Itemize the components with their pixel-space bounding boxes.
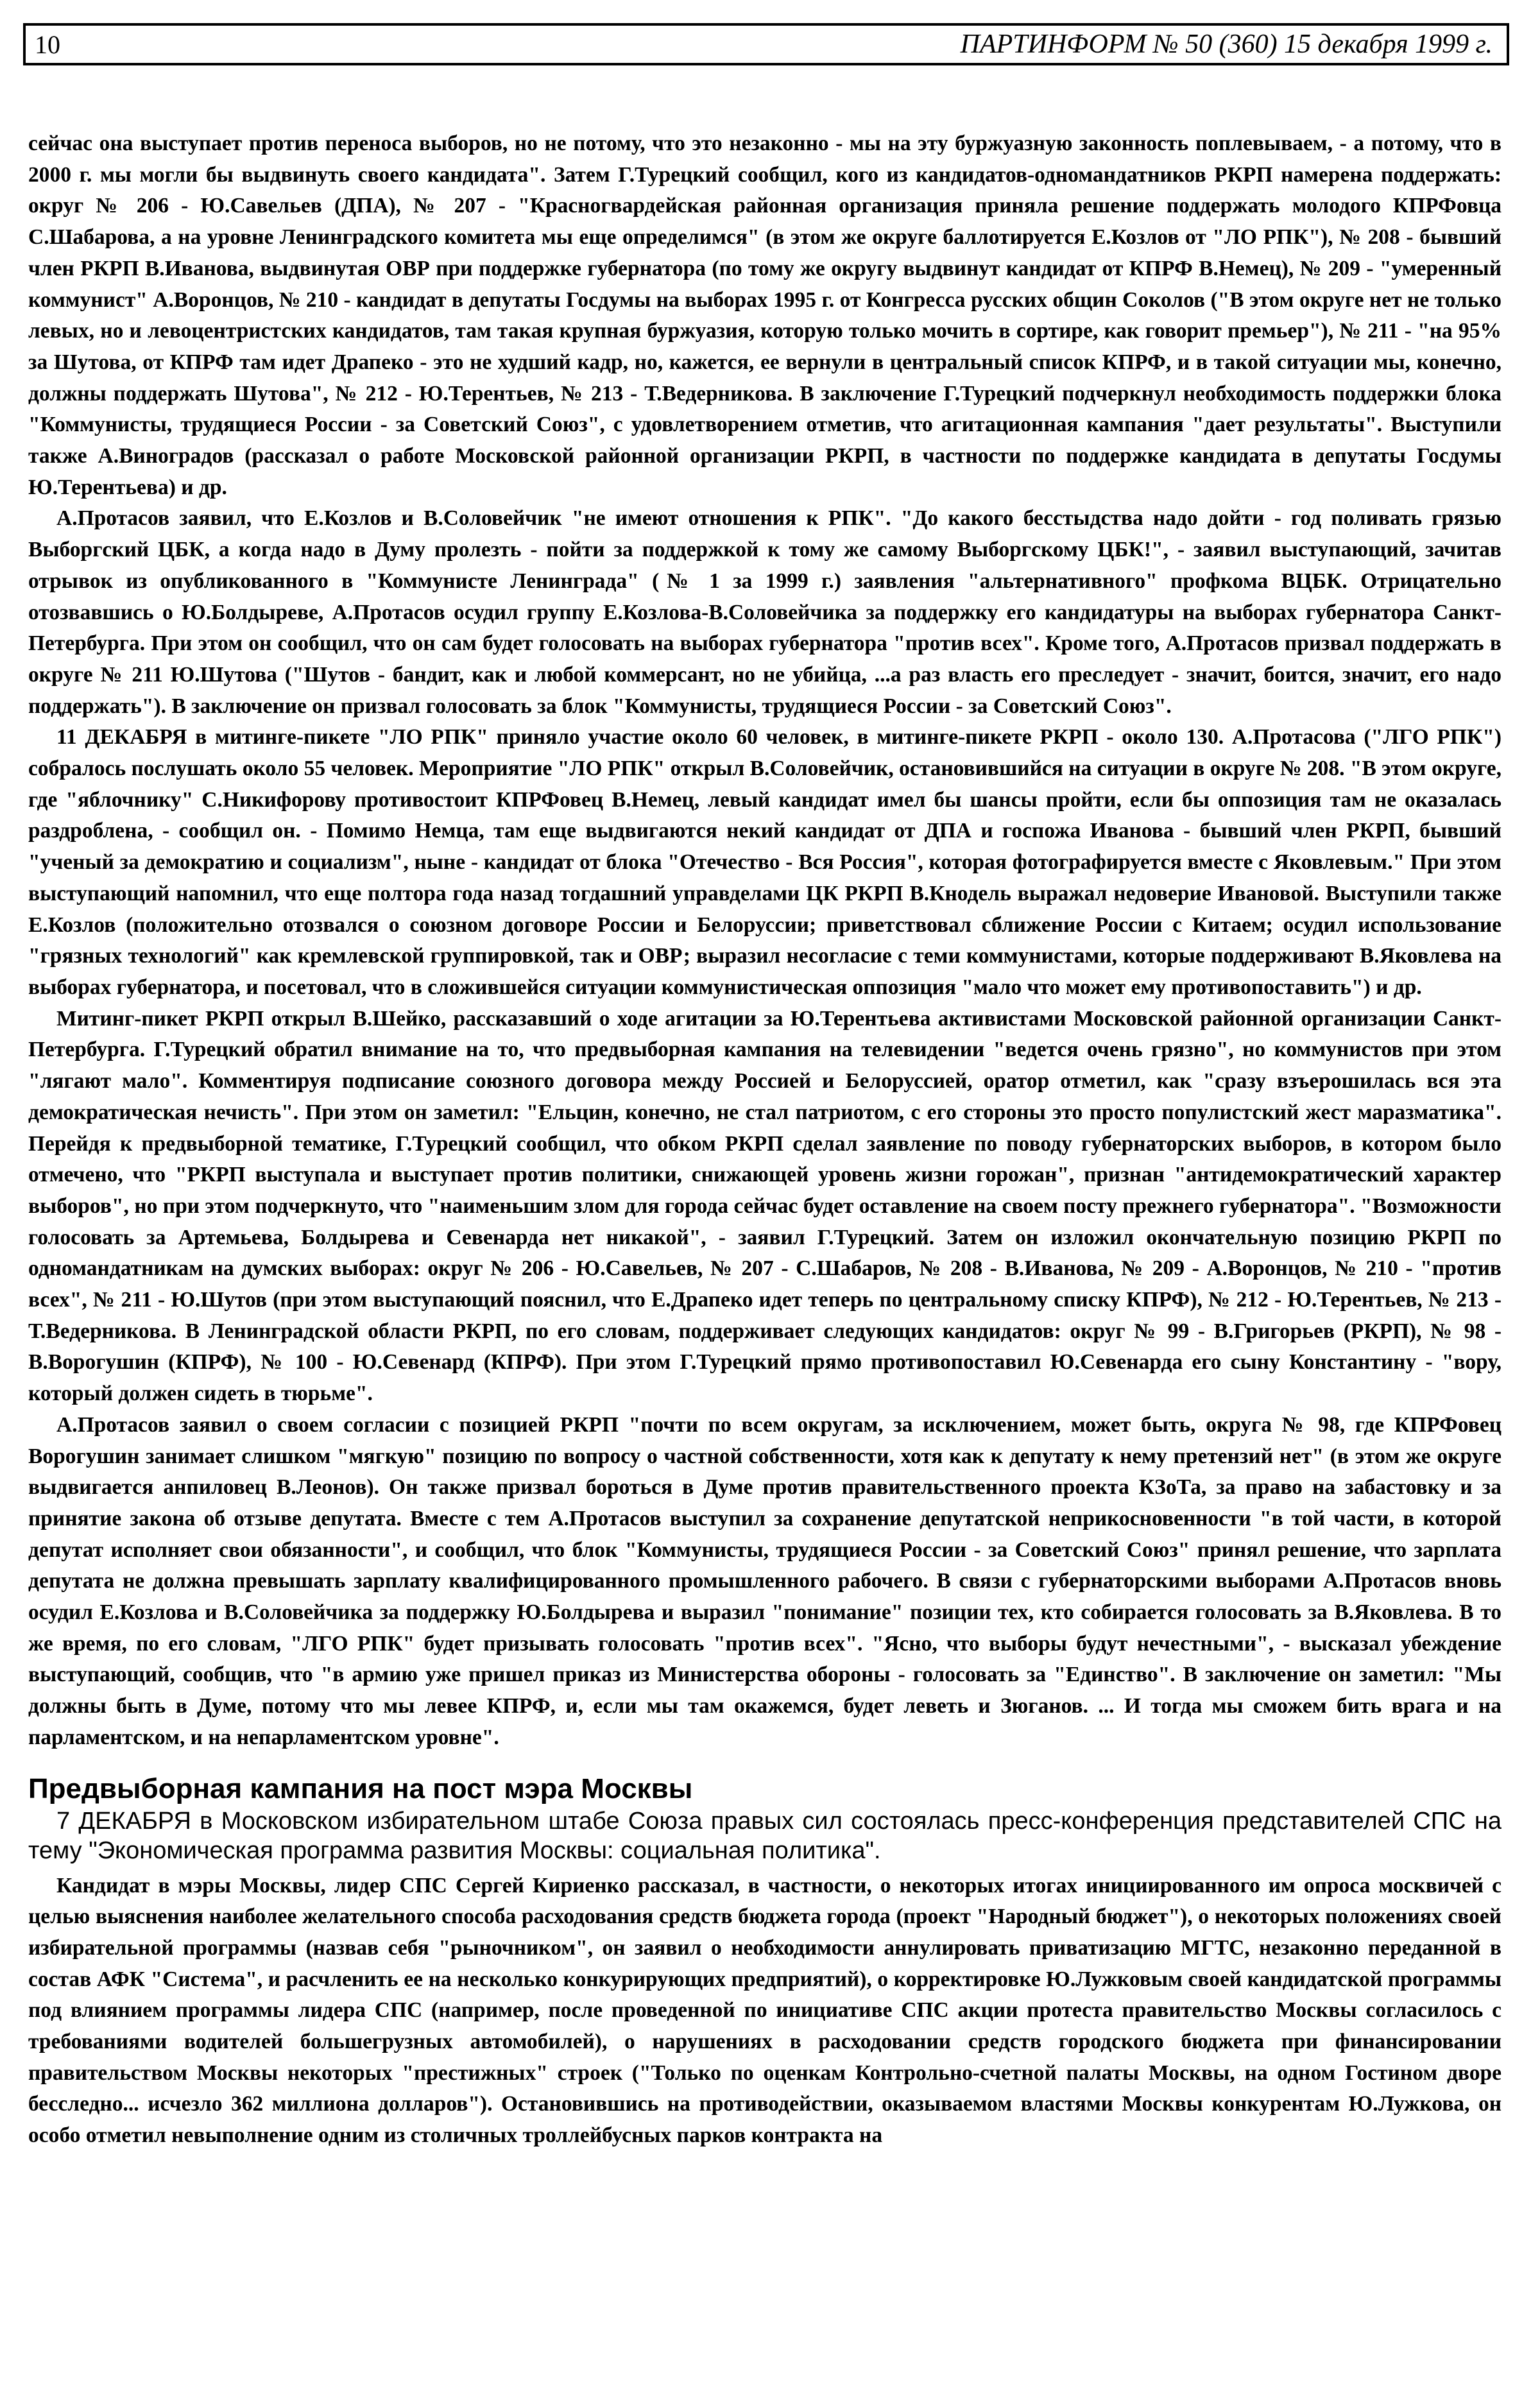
- paragraph: А.Протасов заявил, что Е.Козлов и В.Соловейчик "не имеют отношения к РПК". "До какого бесстыдства надо дойти - год поливать грязью Выборгский ЦБК, а когда надо в Думу пролезть - пойти за поддержкой к тому же самому Выборгскому ЦБК!", - заявил выступающий, зачитав отрывок из опубликованного в "Коммунисте Ленинграда" (№ 1 за 1999 г.) заявления "альтернативного" профкома ВЦБК. Отрицательно отозвавшись о Ю.Болдыреве, А.Протасов осудил группу Е.Козлова-В.Соловейчика за поддержку его кандидатуры на выборах губернатора Санкт-Петербурга. При этом он сообщил, что он сам будет голосовать на выборах губернатора "против всех". Кроме того, А.Протасов призвал поддержать в округе № 211 Ю.Шутова ("Шутов - бандит, как и любой коммерсант, но не убийца, ...а раз власть его преследует - значит, боится, значит, его надо поддержать"). В заключение он призвал голосовать за блок "Коммунисты, трудящиеся России - за Советский Союз".: [28, 506, 1502, 718]
- publication-title: ПАРТИНФОРМ № 50 (360) 15 декабря 1999 г.: [960, 30, 1493, 59]
- section-title: Предвыборная кампания на пост мэра Москвы: [28, 1772, 693, 1804]
- paragraph: А.Протасов заявил о своем согласии с позицией РКРП "почти по всем округам, за исключением, может быть, округа № 98, где КПРФовец Ворогушин занимает слишком "мягкую" позицию по вопросу о частной собственности, хотя как к депутату к нему претензий нет" (в этом же округе выдвигается анпиловец В.Леонов). Он также призвал бороться в Думе против правительственного проекта КЗоТа, за право на забастовку и за принятие закона об отзыве депутата. Вместе с тем А.Протасов выступил за сохранение депутатской неприкосновенности "в той части, в которой депутат исполняет свои обязанности", и сообщил, что блок "Коммунисты, трудящиеся России - за Советский Союз" принял решение, что зарплата депутата не должна превышать зарплату квалифицированного промышленного рабочего. В связи с губернаторскими выборами А.Протасов вновь осудил Е.Козлова и В.Соловейчика за поддержку Ю.Болдырева и выразил "понимание" позиции тех, кто собирается голосовать за В.Яковлева. В то же время, по его словам, "ЛГО РПК" будет призывать голосовать "против всех". "Ясно, что выборы будут нечестными", - высказал убеждение выступающий, сообщив, что "в армию уже пришел приказ из Министерства обороны - голосовать за "Единство". В заключение он заметил: "Мы должны быть в Думе, потому что мы левее КПРФ, и, если мы там окажемся, будет леветь и Зюганов. ... И тогда мы сможем бить врага и на парламентском, и на непарламентском уровне".: [28, 1412, 1502, 1749]
- paragraph: 11 ДЕКАБРЯ в митинге-пикете "ЛО РПК" приняло участие около 60 человек, в митинге-пикете РКРП - около 130. А.Протасова ("ЛГО РПК") собралось послушать около 55 человек. Мероприятие "ЛО РПК" открыл В.Соловейчик, остановившийся на ситуации в округе № 208. "В этом округе, где "яблочнику" С.Никифорову противостоит КПРФовец В.Немец, левый кандидат имел бы шансы пройти, если бы оппозиция там не оказалась раздроблена, - сообщил он. - Помимо Немца, там еще выдвигаются некий кандидат от ДПА и госпожа Иванова - бывший член РКРП, бывший "ученый за демократию и социализм", ныне - кандидат от блока "Отечество - Вся Россия", которая фотографируется вместе с Яковлевым." При этом выступающий напомнил, что еще полтора года назад тогдашний управделами ЦК РКРП В.Кнодель выражал недоверие Ивановой. Выступили также Е.Козлов (положительно отозвался о союзном договоре России и Белоруссии; приветствовал сближение России с Китаем; осудил использование "грязных технологий" как кремлевской группировкой, так и ОВР; выразил несогласие с теми коммунистами, которые поддерживают В.Яковлева на выборах губернатора, и посетовал, что в сложившейся ситуации коммунистическая оппозиция "мало что может ему противопоставить") и др.: [28, 725, 1502, 999]
- section-lead: 7 ДЕКАБРЯ в Московском избирательном штабе Союза правых сил состоялась пресс-конференция представителей СПС на тему "Экономическая программа развития Москвы: социальная политика".: [28, 1807, 1502, 1864]
- paragraph: Кандидат в мэры Москвы, лидер СПС Сергей Кириенко рассказал, в частности, о некоторых итогах инициированного им опроса москвичей с целью выяснения наиболее желательного способа расходования средств бюджета города (проект "Народный бюджет"), о некоторых положениях своей избирательной программы (назвав себя "рыночником", он заявил о необходимости аннулировать приватизацию МГТС, незаконно переданной в состав АФК "Система", и расчленить ее на несколько конкурирующих предприятий), о корректировке Ю.Лужковым своей кандидатской программы под влиянием программы лидера СПС (например, после проведенной по инициативе СПС акции протеста правительство Москвы согласилось с требованиями водителей большегрузных автомобилей), о нарушениях в расходовании средств городского бюджета при финансировании правительством Москвы некоторых "престижных" строек ("Только по оценкам Контрольно-счетной палаты Москвы, на одном Гостином дворе бесследно... исчезло 362 миллиона долларов"). Остановившись на противодействии, оказываемом властями Москвы конкурентам Ю.Лужкова, он особо отметил невыполнение одним из столичных троллейбусных парков контракта на: [28, 1873, 1502, 2148]
- paragraph: Митинг-пикет РКРП открыл В.Шейко, рассказавший о ходе агитации за Ю.Терентьева активистами Московской районной организации Санкт-Петербурга. Г.Турецкий обратил внимание на то, что предвыборная кампания на телевидении "ведется очень грязно", но коммунистов при этом "лягают мало". Комментируя подписание союзного договора между Россией и Белоруссией, оратор отметил, как "сразу взъерошилась вся эта демократическая нечисть". При этом он заметил: "Ельцин, конечно, не стал патриотом, с его стороны это просто популистский жест маразматика". Перейдя к предвыборной тематике, Г.Турецкий сообщил, что обком РКРП сделал заявление по поводу губернаторских выборов, в котором было отмечено, что "РКРП выступала и выступает против политики, снижающей уровень жизни горожан", признан "антидемократический характер выборов", но при этом подчеркнуто, что "наименьшим злом для города сейчас будет оставление на своем посту прежнего губернатора". "Возможности голосовать за Артемьева, Болдырева и Севенарда нет никакой", - заявил Г.Турецкий. Затем он изложил окончательную позицию РКРП по одномандатникам на думских выборах: округ № 206 - Ю.Савельев, № 207 - С.Шабаров, № 208 - В.Иванова, № 209 - А.Воронцов, № 210 - "против всех", № 211 - Ю.Шутов (при этом выступающий пояснил, что Е.Драпеко идет теперь по центральному списку КПРФ), № 212 - Ю.Терентьев, № 213 - Т.Ведерникова. В Ленинградской области РКРП, по его словам, поддерживает следующих кандидатов: округ № 99 - В.Григорьев (РКРП), № 98 - В.Ворогушин (КПРФ), № 100 - Ю.Севенард (КПРФ). При этом Г.Турецкий прямо противопоставил Ю.Севенарда его сыну Константину - "вору, который должен сидеть в тюрьме".: [28, 1006, 1502, 1406]
- page-header: [23, 23, 1509, 65]
- page-number: 10: [35, 30, 60, 59]
- article-body: [28, 128, 1502, 2152]
- paragraph: сейчас она выступает против переноса выборов, но не потому, что это незаконно - мы на эту буржуазную законность поплевываем, - а потому, что в 2000 г. мы могли бы выдвинуть своего кандидата". Затем Г.Турецкий сообщил, кого из кандидатов-одномандатников РКРП намерена поддержать: округ № 206 - Ю.Савельев (ДПА), № 207 - "Красногвардейская районная организация приняла решение поддержать молодого КПРФовца С.Шабарова, а на уровне Ленинградского комитета мы еще определимся" (в этом же округе баллотируется Е.Козлов от "ЛО РПК"), № 208 - бывший член РКРП В.Иванова, выдвинутая ОВР при поддержке губернатора (по тому же округу выдвинут кандидат от КПРФ В.Немец), № 209 - "умеренный коммунист" А.Воронцов, № 210 - кандидат в депутаты Госдумы на выборах 1995 г. от Конгресса русских общин Соколов ("В этом округе нет не только левых, но и левоцентристских кандидатов, там такая крупная буржуазия, которую только мочить в сортире, как говорит премьер"), № 211 - "на 95% за Шутова, от КПРФ там идет Драпеко - это не худший кадр, но, кажется, ее вернули в центральный список КПРФ, и в такой ситуации мы, конечно, должны поддержать Шутова", № 212 - Ю.Терентьев, № 213 - Т.Ведерникова. В заключение Г.Турецкий подчеркнул необходимость поддержки блока "Коммунисты, трудящиеся России - за Советский Союз", с удовлетворением отметив, что агитационная кампания "дает результаты". Выступили также А.Виноградов (рассказал о работе Московской районной организации РКРП, в частности по поддержке кандидата в депутаты Госдумы Ю.Терентьева) и др.: [28, 132, 1502, 499]
